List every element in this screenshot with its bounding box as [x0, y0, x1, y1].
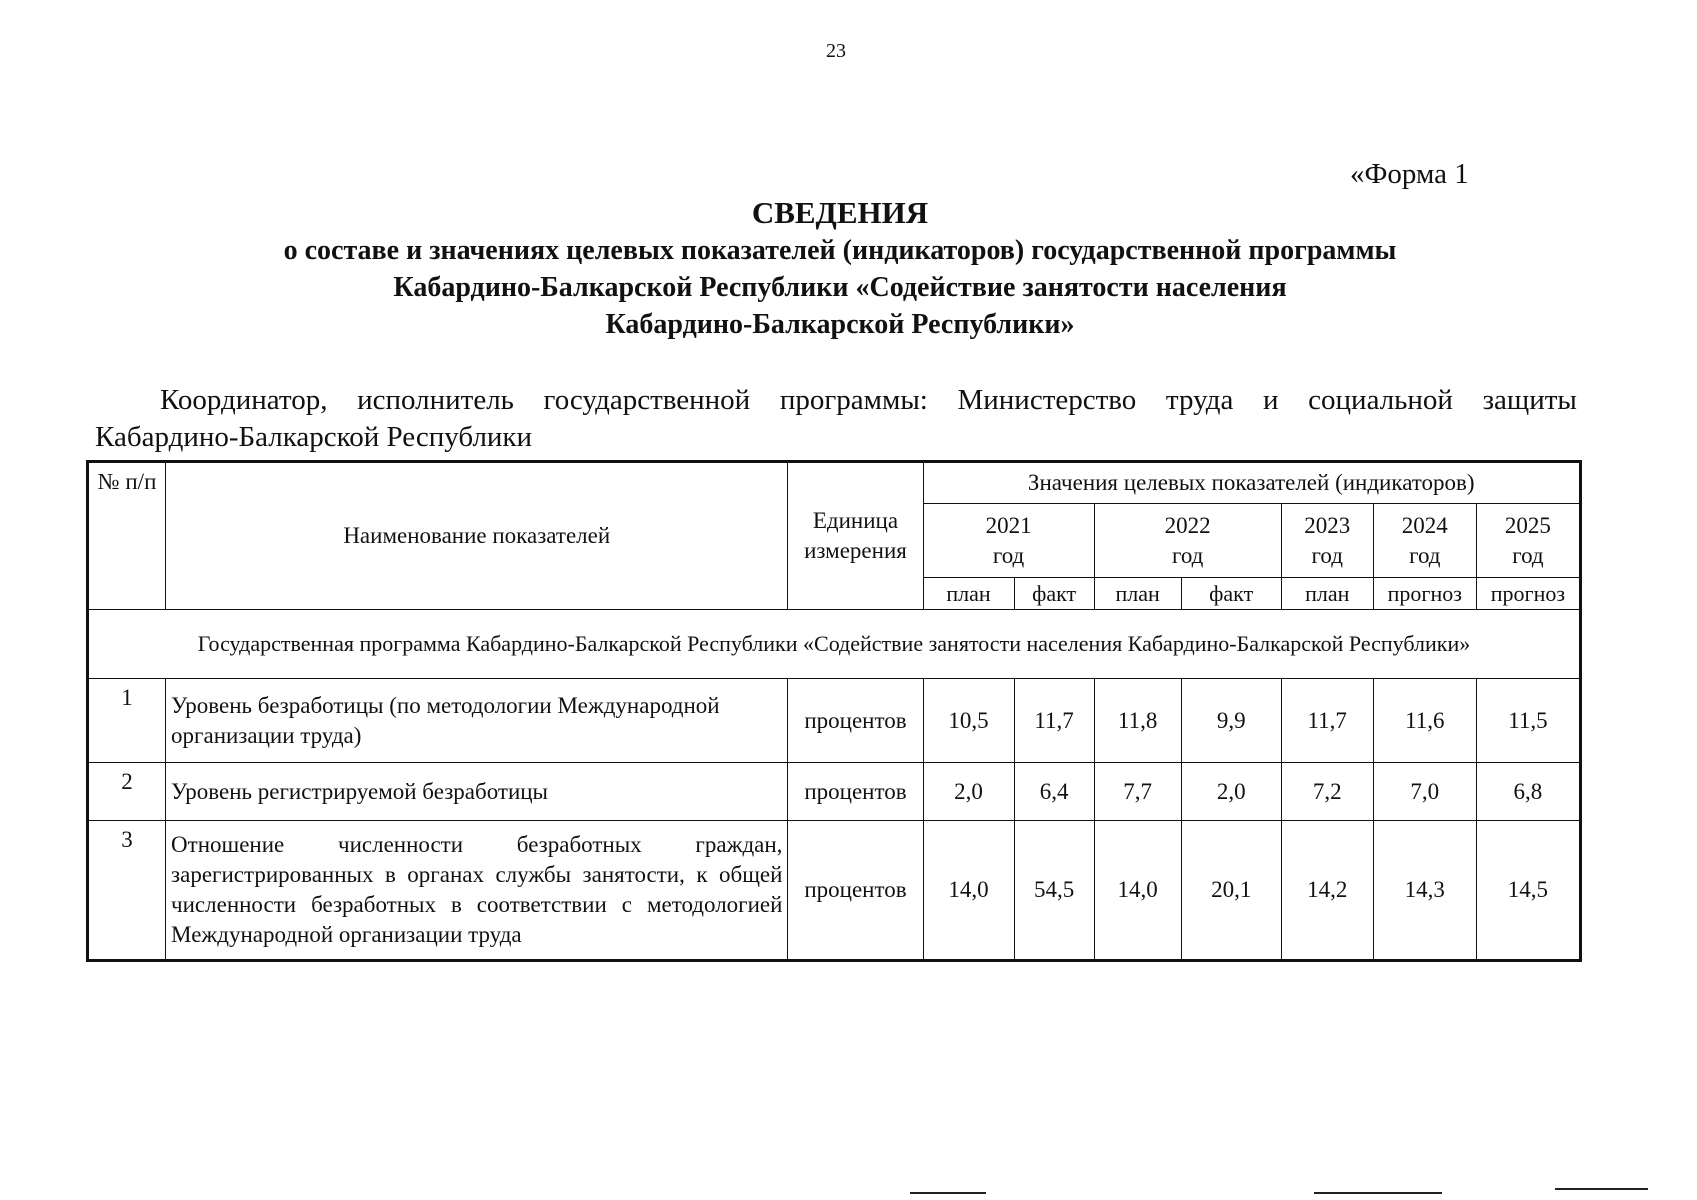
header-year-2025 [1476, 504, 1580, 578]
header-unit: Единица измерения [788, 462, 923, 610]
indicators-table [86, 460, 1582, 962]
coordinator-word: государственной [543, 384, 751, 416]
year-value: 2023 [1304, 512, 1351, 538]
program-row [88, 610, 1581, 679]
row-unit: процентов [788, 763, 923, 821]
row-value: 7,7 [1094, 763, 1181, 821]
coordinator-word: Министерство [957, 384, 1137, 416]
row-value: 11,7 [1014, 679, 1094, 763]
row-value: 11,8 [1094, 679, 1181, 763]
header-sub-2022-plan: план [1094, 578, 1181, 610]
header-year-2024 [1373, 504, 1476, 578]
table-row [88, 679, 1581, 763]
coordinator-word: защиты [1482, 384, 1577, 416]
row-value: 6,8 [1476, 763, 1580, 821]
header-sub-2024-forecast: прогноз [1373, 578, 1476, 610]
row-value: 14,5 [1476, 821, 1580, 961]
year-label: год [992, 542, 1025, 568]
row-value: 11,5 [1476, 679, 1580, 763]
row-value: 6,4 [1014, 763, 1094, 821]
coordinator-word: и [1263, 384, 1279, 416]
row-value: 54,5 [1014, 821, 1094, 961]
scan-artifact-line [1314, 1192, 1442, 1194]
row-value: 2,0 [1181, 763, 1281, 821]
scan-artifact-line [1555, 1188, 1648, 1190]
row-value: 11,6 [1373, 679, 1476, 763]
row-indicator-name: Уровень безработицы (по методологии Международной организации труда) [166, 679, 788, 763]
row-value: 14,0 [1094, 821, 1181, 961]
row-value: 9,9 [1181, 679, 1281, 763]
header-sub-2022-fact: факт [1181, 578, 1281, 610]
header-sub-2025-forecast: прогноз [1476, 578, 1580, 610]
heading-line-1: о составе и значениях целевых показателей (индикаторов) государственной программы [283, 235, 1397, 266]
heading-line-3: Кабардино-Балкарской Республики» [605, 309, 1075, 340]
coordinator-line-2: Кабардино-Балкарской Республики [95, 421, 533, 453]
row-indicator-name: Уровень регистрируемой безработицы [166, 763, 788, 821]
header-name: Наименование показателей [166, 462, 788, 610]
row-value: 7,0 [1373, 763, 1476, 821]
header-year-2021 [923, 504, 1094, 578]
year-label: год [1512, 542, 1544, 568]
coordinator-word: труда [1165, 384, 1234, 416]
coordinator-word: программы: [779, 384, 928, 416]
table-row [88, 821, 1581, 961]
row-value: 14,0 [923, 821, 1014, 961]
row-num: 2 [88, 763, 166, 821]
coordinator-line-1 [95, 382, 1577, 419]
header-year-2023 [1281, 504, 1373, 578]
row-num: 3 [88, 821, 166, 961]
coordinator-word: социальной [1308, 384, 1453, 416]
row-value: 10,5 [923, 679, 1014, 763]
row-value: 20,1 [1181, 821, 1281, 961]
row-value: 14,2 [1281, 821, 1373, 961]
table-header-row-1 [88, 462, 1581, 504]
header-sub-2021-fact: факт [1014, 578, 1094, 610]
row-value: 2,0 [923, 763, 1014, 821]
coordinator-word: Координатор, [160, 384, 328, 416]
header-values-group: Значения целевых показателей (индикаторов) [923, 462, 1580, 504]
header-num: № п/п [88, 462, 166, 610]
year-label: год [1409, 542, 1441, 568]
row-value: 7,2 [1281, 763, 1373, 821]
row-num: 1 [88, 679, 166, 763]
year-value: 2024 [1401, 512, 1448, 538]
coordinator-word: исполнитель [357, 384, 514, 416]
year-label: год [1171, 542, 1204, 568]
row-value: 14,3 [1373, 821, 1476, 961]
header-sub-2023-plan: план [1281, 578, 1373, 610]
document-title: СВЕДЕНИЯ [751, 195, 929, 230]
table-row [88, 763, 1581, 821]
header-sub-2021-plan: план [923, 578, 1014, 610]
row-unit: процентов [788, 679, 923, 763]
heading-line-2: Кабардино-Балкарской Республики «Содействие занятости населения [393, 272, 1287, 303]
row-indicator-name: Отношение численности безработных граждан, зарегистрированных в органах службы занятости, к общей численности безработных в соответствии с методологией Международной организации труда [166, 821, 788, 961]
year-value: 2021 [985, 512, 1032, 538]
row-unit: процентов [788, 821, 923, 961]
row-value: 11,7 [1281, 679, 1373, 763]
header-year-2022 [1094, 504, 1281, 578]
form-label: «Форма 1 [1350, 158, 1469, 190]
scan-artifact-line [910, 1192, 986, 1194]
year-value: 2025 [1504, 512, 1551, 538]
document-heading [0, 194, 1680, 343]
page-number: 23 [826, 40, 846, 62]
year-value: 2022 [1164, 512, 1211, 538]
coordinator-paragraph [95, 382, 1577, 456]
program-title-cell: Государственная программа Кабардино-Балкарской Республики «Содействие занятости населения Кабардино-Балкарской Республики» [88, 610, 1581, 679]
year-label: год [1311, 542, 1343, 568]
